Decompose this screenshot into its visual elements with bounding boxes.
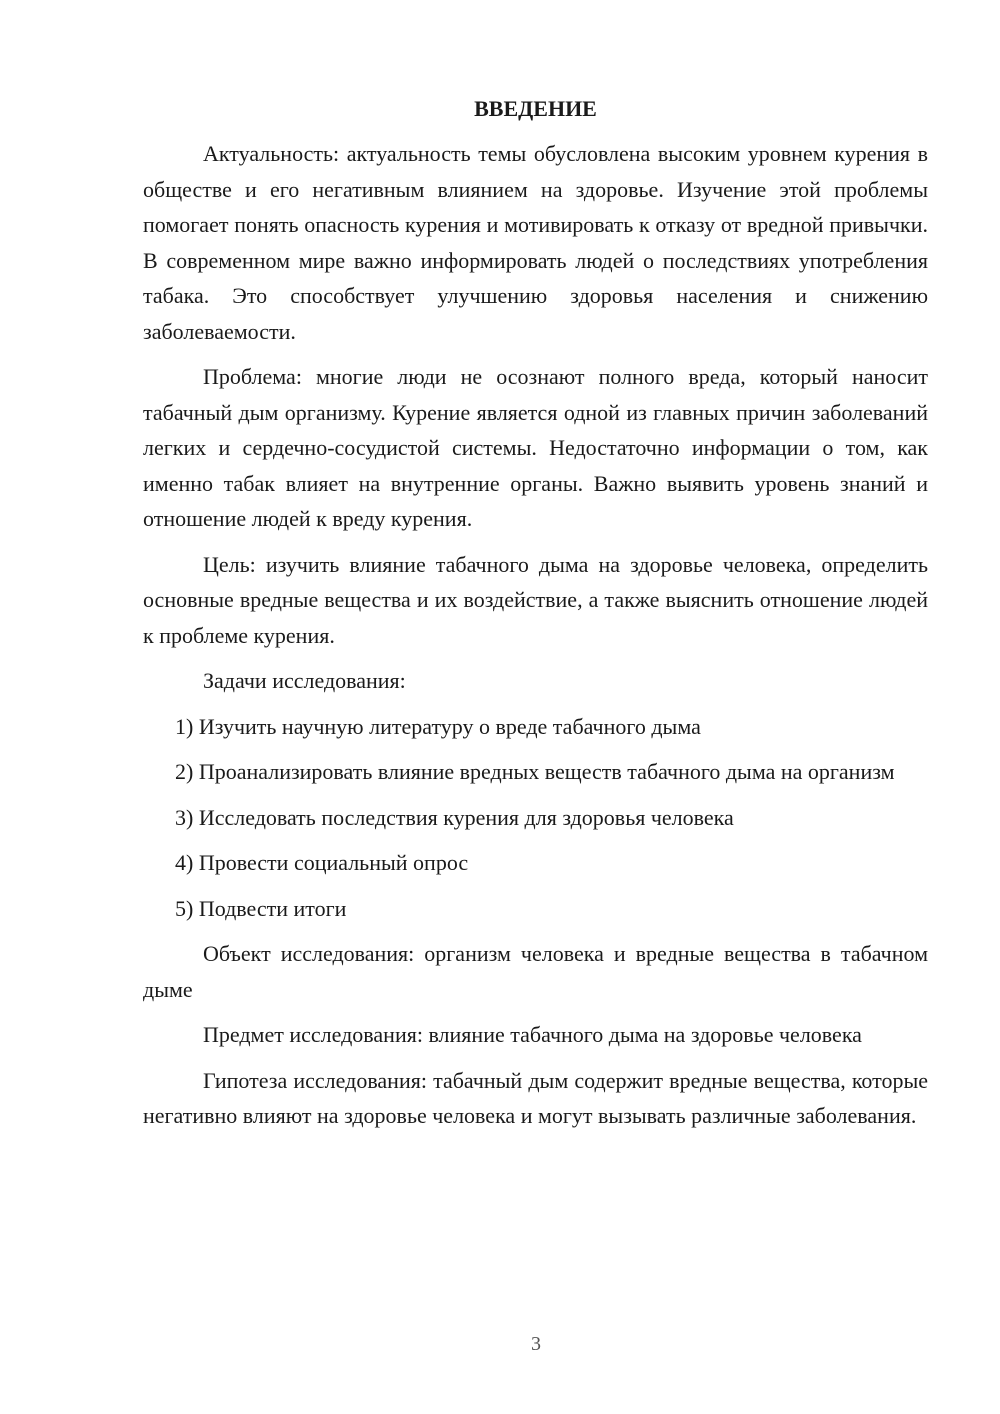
document-body <box>143 94 928 1144</box>
subject-paragraph: Предмет исследования: влияние табачного дыма на здоровье человека <box>203 1022 862 1047</box>
task-item-2: 2) Проанализировать влияние вредных веществ табачного дыма на организм <box>175 759 895 784</box>
problem-paragraph: Проблема: многие люди не осознают полного вреда, который наносит табачный дым организму. Курение является одной из главных причин заболеваний легких и сердечно-сосудистой системы. Недостаточно информации о том, как именно табак влияет на внутренние органы. Важно выявить уровень знаний и отношение людей к вреду курения. <box>143 364 928 531</box>
page-number: 3 <box>531 1333 541 1355</box>
task-item-3: 3) Исследовать последствия курения для здоровья человека <box>175 804 734 830</box>
hypothesis-paragraph: Гипотеза исследования: табачный дым содержит вредные вещества, которые негативно влияют на здоровье человека и могут вызывать различные заболевания. <box>143 1067 928 1128</box>
task-item-1: 1) Изучить научную литературу о вреде табачного дыма <box>175 713 701 739</box>
tasks-title: Задачи исследования: <box>203 668 406 693</box>
task-item-4: 4) Провести социальный опрос <box>175 850 469 875</box>
goal-paragraph: Цель: изучить влияние табачного дыма на здоровье человека, определить основные вредные вещества и их воздействие, а также выяснить отношение людей к проблеме курения. <box>143 551 928 648</box>
relevance-paragraph: Актуальность: актуальность темы обусловлена высоким уровнем курения в обществе и его негативным влиянием на здоровье. Изучение этой проблемы помогает понять опасность курения и мотивировать к отказу от вредной привычки. В современном мире важно информировать людей о последствиях употребления табака. Это способствует улучшению здоровья населения и снижению заболеваемости. <box>143 141 928 344</box>
section-heading: ВВЕДЕНИЕ <box>474 96 597 121</box>
task-item-5: 5) Подвести итоги <box>175 895 347 921</box>
object-paragraph: Объект исследования: организм человека и вредные вещества в табачном дыме <box>143 941 928 1002</box>
